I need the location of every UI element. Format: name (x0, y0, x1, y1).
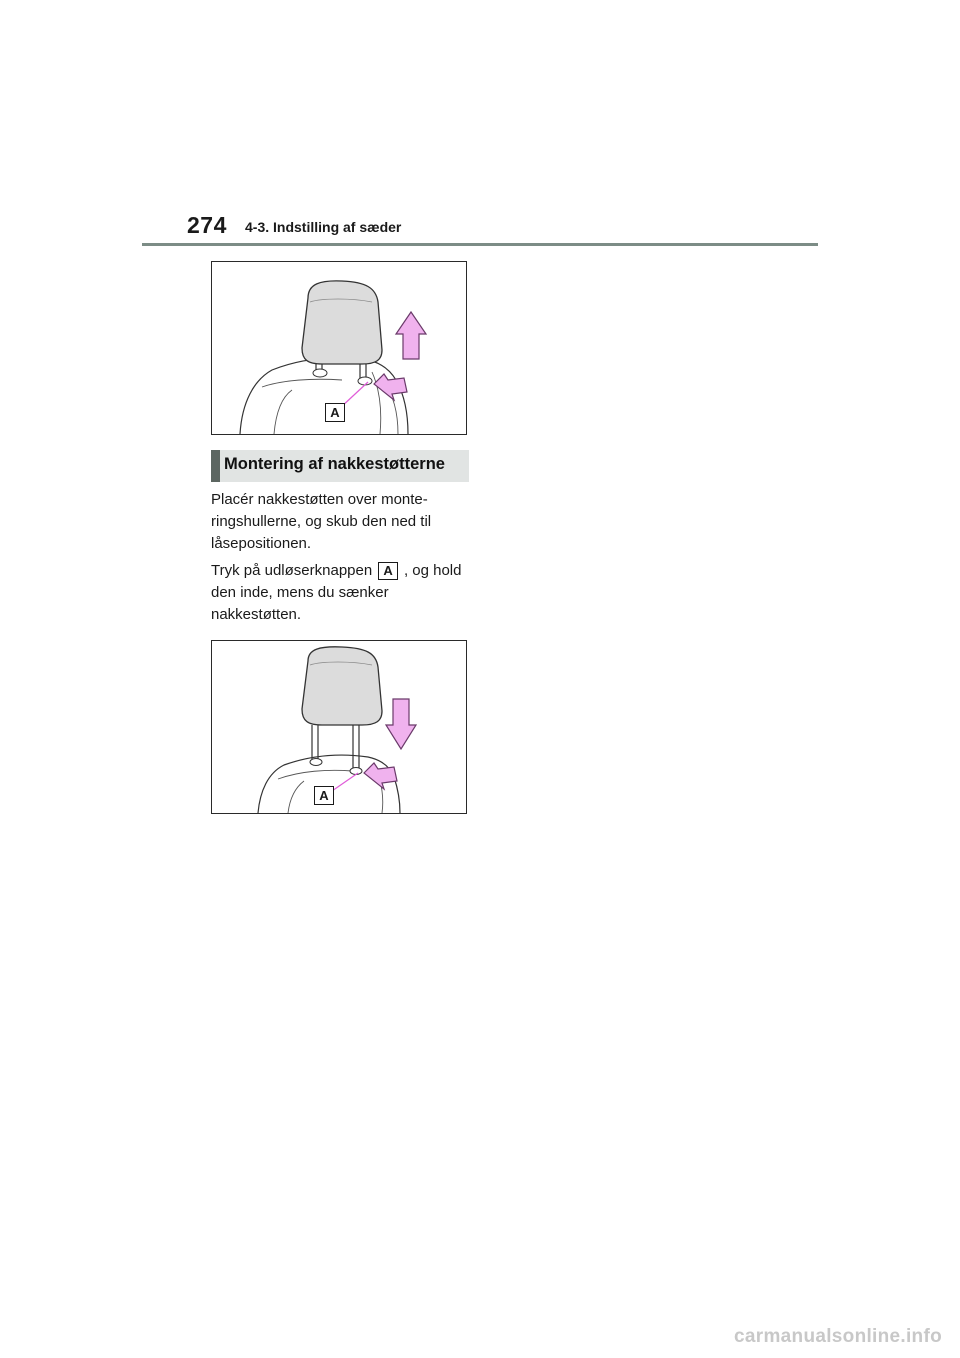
heading-text: Montering af nakkestøtterne (224, 455, 445, 473)
figure-label-a: A (325, 403, 345, 422)
watermark: carmanualsonline.info (734, 1326, 942, 1347)
page-number: 274 (187, 212, 227, 238)
up-arrow-icon (396, 312, 426, 359)
heading-accent (211, 450, 220, 482)
figure-label-a: A (314, 786, 334, 805)
paragraph-2 (211, 560, 473, 626)
headrest-install-illustration (212, 641, 466, 813)
paragraph-2-before: Tryk på udløserknappen (211, 562, 373, 579)
section-header: 4-3. Indstilling af sæder (245, 219, 402, 235)
down-arrow-icon (386, 699, 416, 749)
figure-headrest-install (211, 640, 467, 814)
paragraph-1: Placér nakkestøtten over monte-ringshullerne, og skub den ned til låsepositionen. (211, 491, 432, 552)
pointer-line (332, 773, 358, 791)
paragraph-2-after: , og hold den inde, mens du sænker nakkestøtten. (211, 562, 462, 623)
header-rule (142, 243, 818, 246)
push-arrow-icon (364, 763, 397, 789)
inline-label-a: A (378, 562, 397, 580)
section-heading (211, 450, 469, 482)
